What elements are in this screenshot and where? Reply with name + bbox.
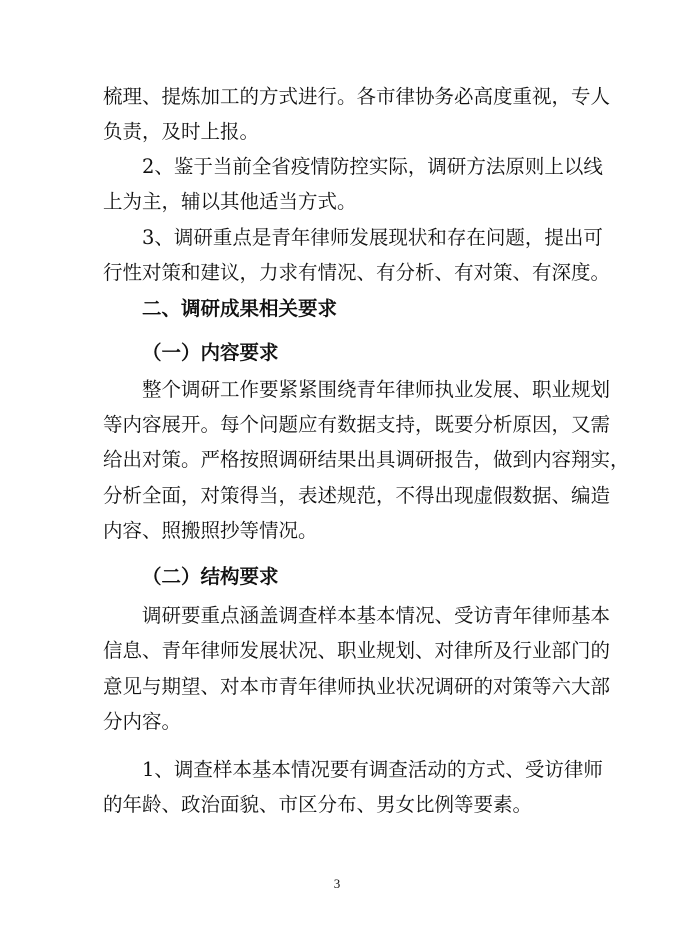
- paragraph-line: 负责，及时上报。: [103, 120, 260, 143]
- paragraph-line: 整个调研工作要紧紧围绕青年律师执业发展、职业规划: [142, 378, 611, 401]
- paragraph-line: 分析全面，对策得当，表述规范，不得出现虚假数据、编造: [103, 484, 611, 507]
- paragraph-line: 1、调查样本基本情况要有调查活动的方式、受访律师: [142, 758, 603, 781]
- subsection-heading: （二）结构要求: [142, 565, 279, 588]
- paragraph-line: 3、调研重点是青年律师发展现状和存在问题，提出可: [142, 226, 603, 249]
- subsection-heading: （一）内容要求: [142, 341, 279, 364]
- paragraph-line: 等内容展开。每个问题应有数据支持，既要分析原因，又需: [103, 413, 611, 436]
- paragraph-line: 行性对策和建议，力求有情况、有分析、有对策、有深度。: [103, 261, 611, 284]
- paragraph-line: 调研要重点涵盖调查样本基本情况、受访青年律师基本: [142, 604, 611, 627]
- page-number: 3: [333, 876, 341, 891]
- paragraph-line: 上为主，辅以其他适当方式。: [103, 190, 357, 213]
- paragraph-line: 信息、青年律师发展状况、职业规划、对律所及行业部门的: [103, 639, 611, 662]
- paragraph-line: 梳理、提炼加工的方式进行。各市律协务必高度重视，专人: [103, 85, 611, 108]
- paragraph-line: 意见与期望、对本市青年律师执业状况调研的对策等六大部: [103, 675, 611, 698]
- section-heading: 二、调研成果相关要求: [142, 297, 338, 320]
- paragraph-line: 内容、照搬照抄等情况。: [103, 519, 318, 542]
- paragraph-line: 的年龄、政治面貌、市区分布、男女比例等要素。: [103, 793, 533, 816]
- paragraph-line: 2、鉴于当前全省疫情防控实际，调研方法原则上以线: [142, 155, 603, 178]
- paragraph-line: 分内容。: [103, 710, 182, 733]
- paragraph-line: 给出对策。严格按照调研结果出具调研报告，做到内容翔实，: [103, 448, 630, 471]
